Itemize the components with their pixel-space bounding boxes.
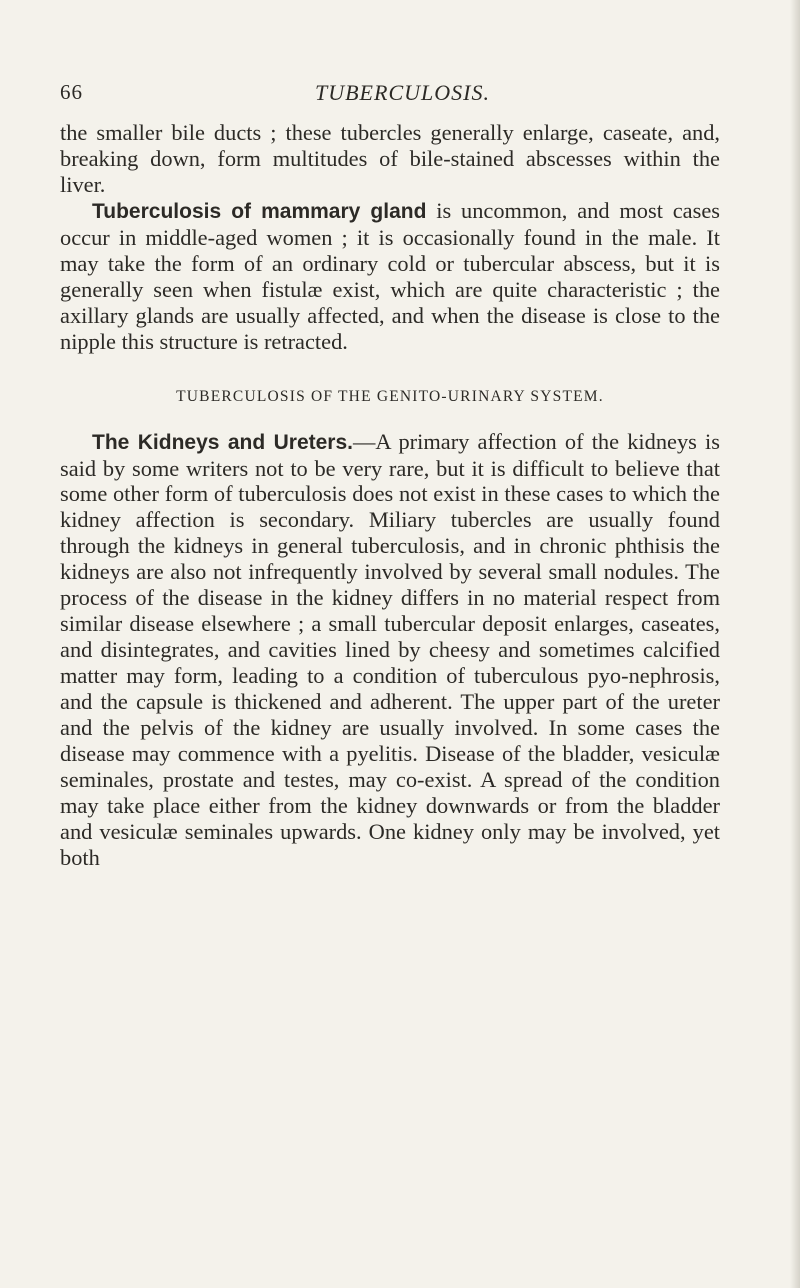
paragraph-text: the smaller bile ducts ; these tubercles generally enlarge, caseate, and, breaking down, form multitudes of bile-stained abscesses within the liver. xyxy=(60,120,720,197)
paragraph-text: —A primary affection of the kidneys is said by some writers not to be very rare, but it is difficult to believe that some other form of tuberculosis does not exist in these cases to which the kidney affection is secondary. Miliary tubercles are usually found through the kidneys in general tuberculosis, and in chronic phthisis the kidneys are also not infrequently involved by several small nodules. The process of the disease in the kidney differs in no material respect from similar disease elsewhere ; a small tubercular deposit enlarges, caseates, and disintegrates, and cavities lined by cheesy and sometimes calcified matter may form, leading to a condition of tuberculous pyo-nephrosis, and the capsule is thickened and adherent. The upper part of the ureter and the pelvis of the kidney are usually involved. In some cases the disease may commence with a pyelitis. Disease of the bladder, vesiculæ seminales, prostate and testes, may co-exist. A spread of the condition may take place either from the kidney downwards or from the bladder and vesiculæ seminales upwards. One kidney only may be involved, yet both xyxy=(60,428,720,870)
running-head xyxy=(60,80,720,110)
body-text xyxy=(60,120,720,871)
paragraph-mammary-gland xyxy=(60,198,720,355)
paragraph-text: is uncommon, and most cases occur in middle-aged women ; it is occasionally found in the male. It may take the form of an ordinary cold or tubercular abscess, but it is generally seen when fistulæ exist, which are quite characteristic ; the axillary glands are usually affected, and when the disease is close to the nipple this structure is retracted. xyxy=(60,197,720,354)
paragraph-bile-ducts xyxy=(60,120,720,198)
page-number: 66 xyxy=(60,80,83,104)
runin-heading-mammary: Tuberculosis of mammary gland xyxy=(92,199,427,223)
page-edge-shadow xyxy=(790,0,800,1288)
runin-heading-kidneys: The Kidneys and Ureters. xyxy=(92,430,353,454)
section-heading: TUBERCULOSIS OF THE GENITO-URINARY SYSTEM. xyxy=(176,387,604,405)
paragraph-kidneys-ureters xyxy=(60,429,720,871)
running-title: TUBERCULOSIS. xyxy=(315,80,490,105)
